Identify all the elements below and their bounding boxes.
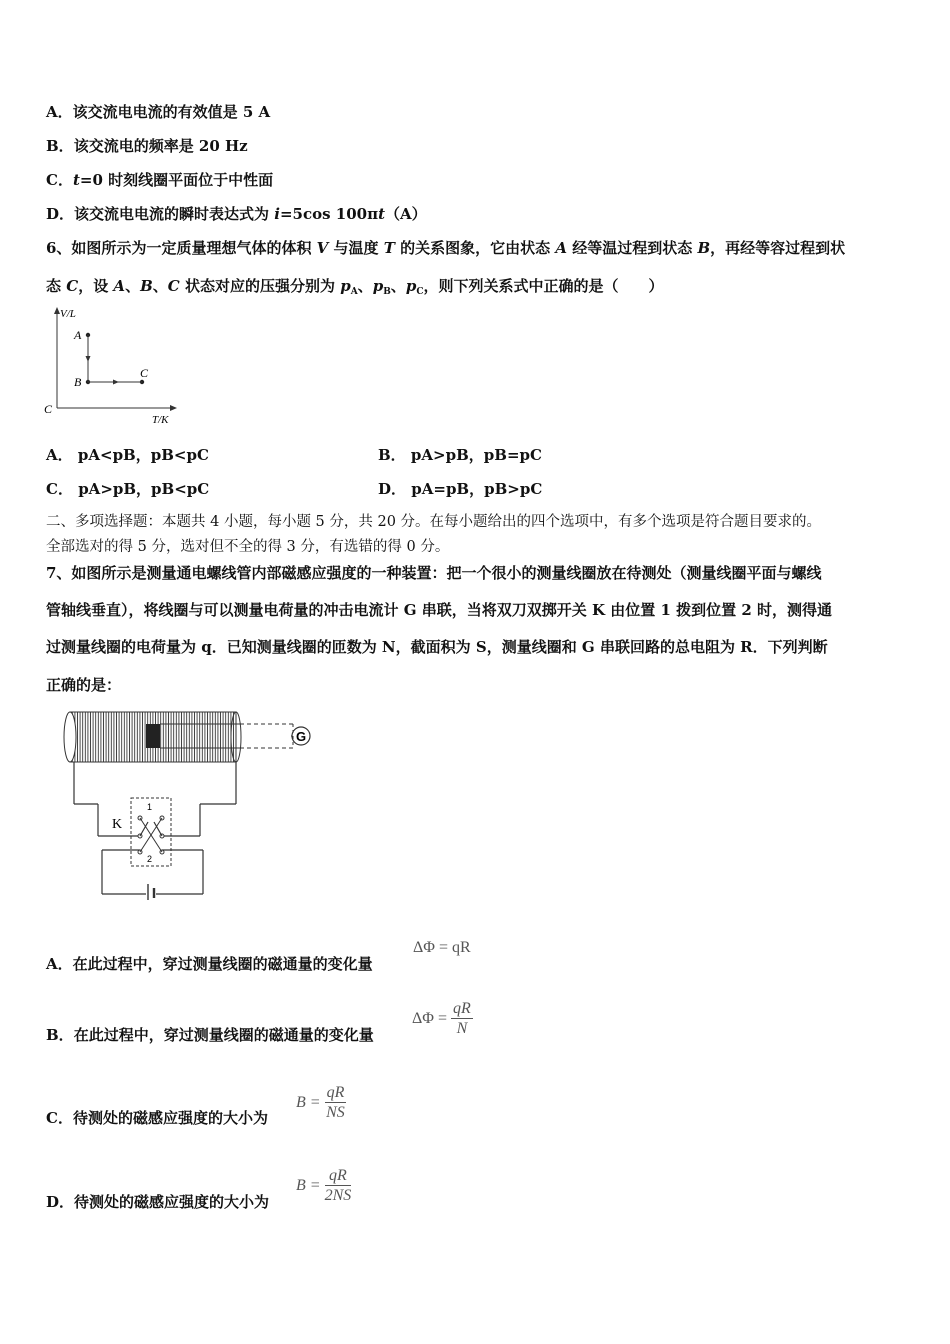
- option-text: 在此过程中，穿过测量线圈的磁通量的变化量: [72, 955, 373, 973]
- var-a: A: [113, 277, 126, 295]
- q7-option-a-formula: ΔΦ = qR: [413, 939, 471, 956]
- switch-label: K: [112, 817, 123, 832]
- option-label: B．: [378, 446, 406, 464]
- var-p: p: [340, 277, 351, 295]
- q6-option-c: [46, 479, 209, 499]
- q5-option-d: [46, 204, 427, 224]
- option-text: =0 时刻线圈平面位于中性面: [79, 171, 274, 189]
- var-a: A: [555, 239, 568, 257]
- numerator: qR: [326, 1084, 345, 1101]
- x-axis-label: T/K: [152, 414, 169, 426]
- option-label: B．: [46, 1026, 74, 1044]
- q7-stem-line4: 正确的是：: [46, 676, 122, 694]
- sep: 、: [125, 277, 141, 295]
- option-label: D．: [46, 1193, 75, 1211]
- option-label: C．: [46, 171, 73, 189]
- denominator: 2NS: [324, 1187, 352, 1204]
- sep: 、: [152, 277, 168, 295]
- var-c: C: [167, 277, 180, 295]
- option-text: pA>pB，pB<pC: [78, 480, 210, 498]
- stem-text: 6、如图所示为一定质量理想气体的体积: [46, 239, 317, 257]
- var-t: T: [383, 239, 395, 257]
- option-text: 在此过程中，穿过测量线圈的磁通量的变化量: [73, 1026, 374, 1044]
- var-b: B: [697, 239, 711, 257]
- option-text: 该交流电电流的瞬时表达式为: [74, 205, 275, 223]
- point-a-label: A: [74, 328, 82, 342]
- q7-option-d: [46, 1192, 269, 1212]
- y-axis-label: V/L: [60, 308, 76, 320]
- stem-text: 态: [46, 277, 67, 295]
- origin-label: C: [44, 402, 53, 416]
- option-label: A．: [46, 446, 73, 464]
- q7-stem-line1: 7、如图所示是测量通电螺线管内部磁感应强度的一种装置：把一个很小的测量线圈放在待测处（测量线圈平面与螺线: [46, 564, 822, 582]
- option-label: A．: [46, 955, 73, 973]
- point-c-label: C: [140, 366, 149, 380]
- formula-lhs: B =: [296, 1094, 321, 1112]
- option-label: D．: [378, 480, 407, 498]
- var-p: p: [372, 277, 384, 295]
- sep: 、: [357, 277, 373, 295]
- stem-text: 状态对应的压强分别为: [179, 277, 341, 295]
- q5-option-c: [46, 170, 273, 190]
- denominator: N: [456, 1020, 468, 1037]
- q7-stem-line2: 管轴线垂直），将线圈与可以测量电荷量的冲击电流计 G 串联，当将双刀双掷开关 K 由位置 1 拨到位置 2 时，测得通: [46, 601, 833, 619]
- sub-b: B: [383, 287, 391, 297]
- position-1-label: 1: [147, 802, 153, 812]
- var-b: B: [140, 277, 153, 295]
- fraction: [451, 1000, 473, 1039]
- stem-text: 与温度: [328, 239, 384, 257]
- formula-lhs: B =: [296, 1177, 321, 1195]
- var-v: V: [316, 239, 329, 257]
- q6-stem-line1: [46, 238, 845, 258]
- sub-a: A: [350, 287, 358, 297]
- sep: 、: [390, 277, 406, 295]
- position-2-label: 2: [147, 854, 153, 864]
- formula-lhs: ΔΦ =: [412, 1010, 448, 1028]
- stem-text: ，再经等容过程到状: [710, 239, 846, 257]
- q7-option-d-formula: [296, 1167, 351, 1206]
- denominator: NS: [326, 1104, 345, 1121]
- option-text: pA<pB，pB<pC: [77, 446, 209, 464]
- option-text: 该交流电的频率是 20 Hz: [73, 137, 248, 155]
- q7-option-a: [46, 954, 373, 974]
- option-label: C．: [46, 480, 73, 498]
- vt-graph: [40, 302, 190, 432]
- option-text: 待测处的磁感应强度的大小为: [74, 1193, 270, 1211]
- option-label: B．: [46, 137, 74, 155]
- q7-option-c: [46, 1108, 268, 1128]
- fraction: [325, 1167, 352, 1206]
- q7-option-b-formula: [412, 1000, 473, 1039]
- q6-option-a: [46, 445, 209, 465]
- option-text: 该交流电电流的有效值是 5 A: [72, 103, 271, 121]
- var-p: p: [405, 277, 417, 295]
- option-var: i: [274, 205, 280, 223]
- option-label: D．: [46, 205, 75, 223]
- q6-option-d: [378, 479, 542, 499]
- stem-text: 经等温过程到状态: [567, 239, 698, 257]
- stem-text: 的关系图象，它由状态: [394, 239, 556, 257]
- option-text: pA=pB，pB>pC: [411, 480, 543, 498]
- section2-line1: 二、多项选择题：本题共 4 小题，每小题 5 分，共 20 分。在每小题给出的四个选项中，有多个选项是符合题目要求的。: [46, 514, 822, 530]
- galvanometer-label: G: [296, 729, 307, 744]
- option-text: 待测处的磁感应强度的大小为: [72, 1109, 268, 1127]
- option-var2: t: [378, 205, 385, 223]
- point-b-label: B: [74, 375, 82, 389]
- sub-c: C: [416, 287, 424, 297]
- option-expr: =5cos 100π: [279, 205, 379, 223]
- section2-line2: 全部选对的得 5 分，选对但不全的得 3 分，有选错的得 0 分。: [46, 539, 450, 555]
- q5-option-b: [46, 136, 248, 156]
- q7-option-b: [46, 1025, 374, 1045]
- stem-text: ，则下列关系式中正确的是（ ）: [423, 277, 664, 295]
- option-unit: （A）: [385, 205, 427, 223]
- q6-stem-line2: [46, 276, 664, 302]
- numerator: qR: [325, 1167, 352, 1186]
- fraction: [325, 1084, 347, 1123]
- option-label: C．: [46, 1109, 73, 1127]
- q6-option-b: [378, 445, 542, 465]
- q5-option-a: [46, 102, 270, 122]
- solenoid-apparatus: [58, 702, 328, 902]
- var-c: C: [66, 277, 79, 295]
- stem-text: ，设: [78, 277, 114, 295]
- option-var: t: [72, 171, 80, 189]
- q7-option-c-formula: [296, 1084, 346, 1123]
- numerator: qR: [453, 1000, 471, 1017]
- option-label: A．: [46, 103, 73, 121]
- option-text: pA>pB，pB=pC: [410, 446, 542, 464]
- q7-stem-line3: 过测量线圈的电荷量为 q．已知测量线圈的匝数为 N，截面积为 S，测量线圈和 G 串联回路的总电阻为 R．下列判断: [46, 638, 828, 656]
